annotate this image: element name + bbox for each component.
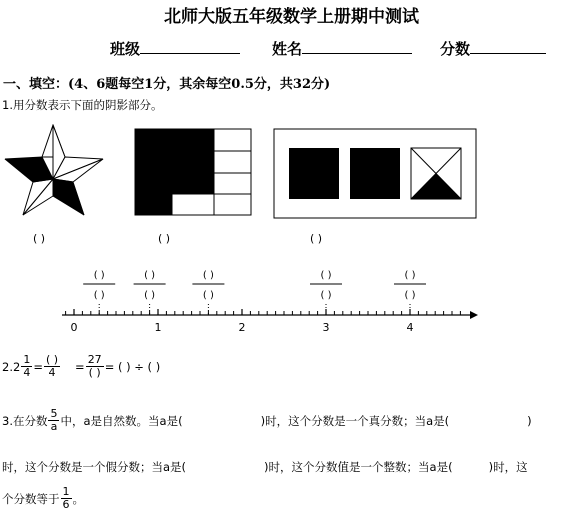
q1-answer-3[interactable]: ( ): [310, 232, 323, 245]
class-blank[interactable]: [140, 39, 240, 54]
q3-l3-a: 个分数等于: [2, 491, 60, 506]
number-line-fraction-blank[interactable]: [310, 270, 342, 315]
q2-eq-1: =: [33, 359, 43, 374]
score-blank[interactable]: [470, 39, 546, 54]
q3-frac-num: 5: [50, 407, 58, 420]
q1-answer-1[interactable]: ( ): [33, 232, 46, 245]
number-line-ticks: [66, 309, 461, 315]
number-line-fraction-blank[interactable]: [192, 270, 224, 315]
rectangle-figure: [134, 128, 254, 218]
q2-frac-2: [44, 354, 60, 379]
q3-line-2: [2, 459, 528, 475]
q3-frac-2-num: 1: [62, 485, 70, 498]
square-shaded: [289, 148, 339, 199]
number-line-tick-label: 2: [238, 321, 246, 334]
q1-answer-2[interactable]: ( ): [158, 232, 171, 245]
q3-l1-c: ): [527, 413, 532, 428]
q2-frac-3-num: 27: [87, 353, 102, 366]
number-line-fraction-blank[interactable]: [394, 270, 426, 315]
square-shaded: [350, 148, 400, 199]
q3-line-1: [2, 408, 532, 433]
number-line-tick-label: 1: [154, 321, 162, 334]
class-label: 班级: [110, 40, 141, 58]
q2-tail[interactable]: = ( ) ÷ ( ): [104, 359, 161, 374]
number-line-blanks: [83, 270, 426, 315]
number-line: [0, 264, 583, 339]
number-line-blank-denominator: ( ): [93, 290, 105, 301]
number-line-tick-label: 4: [406, 321, 414, 334]
q3-prefix: 3.在分数: [2, 413, 48, 428]
q2-frac-3: [86, 354, 104, 379]
q3-line-3: [2, 486, 84, 511]
q1-text: 1.用分数表示下面的阴影部分。: [2, 98, 163, 112]
number-line-arrow: [470, 311, 478, 319]
number-line-blank-numerator: ( ): [320, 270, 332, 281]
class-field: [110, 38, 240, 59]
q3-frac-2: [61, 486, 72, 511]
q3-frac: [48, 408, 59, 433]
q3-l2-a: 时，这个分数是一个假分数；当a是(: [2, 460, 187, 474]
name-field: [272, 38, 412, 59]
number-line-blank-numerator: ( ): [93, 270, 105, 281]
q3-frac-den: a: [50, 420, 58, 433]
number-line-blank-numerator: ( ): [404, 270, 416, 281]
number-line-tick-label: 3: [322, 321, 330, 334]
name-label: 姓名: [272, 40, 303, 58]
number-line-blank-denominator: ( ): [202, 290, 214, 301]
number-line-blank-denominator: ( ): [144, 290, 156, 301]
q3-l2-c: )时，这: [488, 460, 528, 474]
q2-frac-2-num[interactable]: ( ): [45, 353, 59, 366]
score-field: [440, 38, 546, 59]
q3-l3-b: 。: [72, 491, 84, 506]
score-label: 分数: [440, 40, 471, 58]
q2-frac-1-num: 1: [23, 353, 31, 366]
q3-frac-2-den: 6: [62, 498, 70, 511]
number-line-blank-numerator: ( ): [144, 270, 156, 281]
star-figure: [4, 124, 106, 220]
number-line-fraction-blank[interactable]: [134, 270, 166, 315]
q2-prefix: 2.: [2, 359, 13, 374]
q3-l1-a: 中，a是自然数。当a是(: [60, 413, 183, 428]
number-line-blank-denominator: ( ): [320, 290, 332, 301]
squares-figure: [273, 128, 478, 220]
q3-l2-b: )时，这个分数值是一个整数；当a是(: [264, 460, 453, 474]
star-pieces: [5, 125, 103, 215]
q2: [2, 354, 160, 379]
name-blank[interactable]: [302, 39, 412, 54]
number-line-blank-denominator: ( ): [404, 290, 416, 301]
q3-l1-b: )时，这个分数是一个真分数；当a是(: [260, 413, 450, 428]
q2-frac-2-den: 4: [48, 366, 56, 379]
number-line-labels: [71, 321, 414, 334]
q2-frac-3-den[interactable]: ( ): [88, 366, 101, 379]
q2-frac-1: [21, 354, 32, 379]
number-line-tick-label: 0: [70, 321, 78, 334]
page-title: 北师大版五年级数学上册期中测试: [164, 7, 419, 27]
q2-eq-2: =: [75, 359, 85, 374]
section-heading: 一、填空：(4、6题每空1分，其余每空0.5分，共32分): [3, 77, 331, 92]
number-line-blank-numerator: ( ): [202, 270, 214, 281]
q2-whole: 2: [12, 359, 21, 374]
q2-frac-1-den: 4: [23, 366, 31, 379]
number-line-fraction-blank[interactable]: [83, 270, 115, 315]
